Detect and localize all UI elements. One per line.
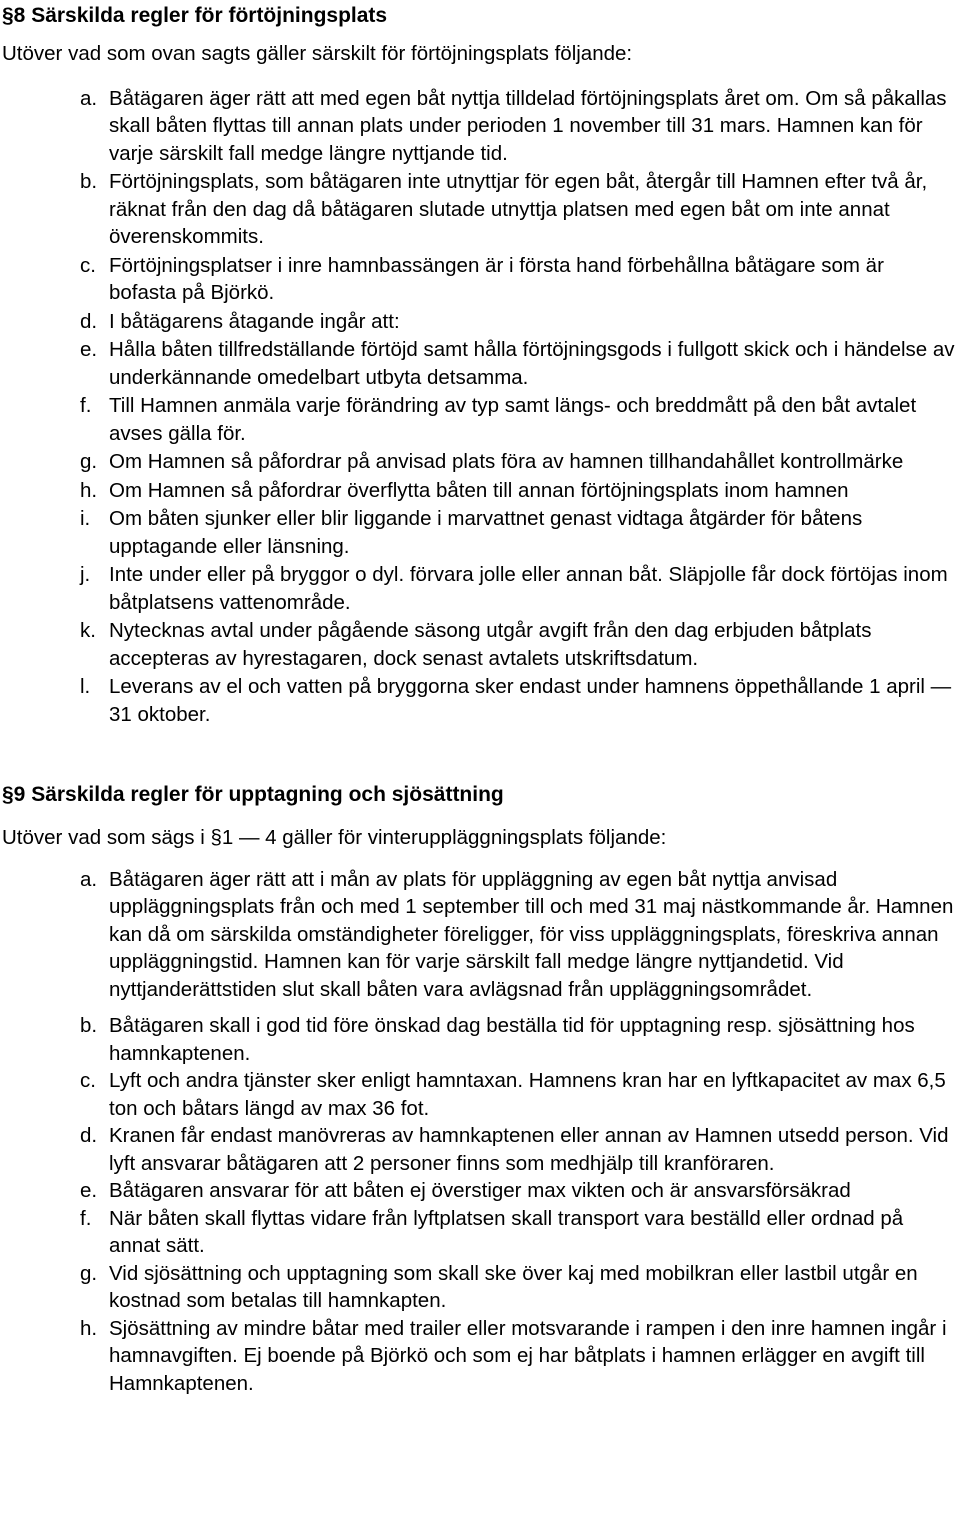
item-text: Kranen får endast manövreras av hamnkaptenen eller annan av Hamnen utsedd person. Vid lyft ansvarar båtägaren att 2 personer finns som medhjälp till kranföraren.	[109, 1124, 949, 1175]
item-text: När båten skall flyttas vidare från lyftplatsen skall transport vara beställd eller ordnad på annat sätt.	[109, 1206, 904, 1257]
item-marker: g.	[80, 1261, 98, 1285]
item-marker: e.	[80, 338, 98, 361]
item-marker: j.	[80, 563, 91, 586]
list-item	[2, 336, 960, 391]
item-marker: f.	[80, 394, 92, 417]
list-item	[2, 308, 960, 336]
item-text: Förtöjningsplatser i inre hamnbassängen är i första hand förbehållna båtägare som är bofasta på Björkö.	[109, 253, 884, 304]
item-text: Båtägaren ansvarar för att båten ej överstiger max vikten och är ansvarsförsäkrad	[109, 1179, 851, 1202]
item-text: Leverans av el och vatten på bryggorna sker endast under hamnens öppethållande 1 april — 31 oktober.	[109, 675, 952, 726]
item-marker: k.	[80, 619, 96, 642]
item-marker: l.	[80, 675, 91, 698]
section-8-intro: Utöver vad som ovan sagts gäller särskilt för förtöjningsplats följande:	[2, 42, 633, 65]
item-text: Om Hamnen så påfordrar på anvisad plats föra av hamnen tillhandahållet kontrollmärke	[109, 450, 904, 473]
item-text: Till Hamnen anmäla varje förändring av typ samt längs- och breddmått på den båt avtalet avses gälla för.	[109, 394, 917, 445]
item-text: I båtägarens åtagande ingår att:	[109, 309, 400, 333]
item-text: Om båten sjunker eller blir liggande i marvattnet genast vidtaga åtgärder för båtens upptagande eller länsning.	[109, 507, 863, 558]
list-item	[2, 1315, 960, 1398]
item-marker: a.	[80, 867, 98, 891]
list-item	[2, 617, 960, 672]
section-9-list	[2, 866, 960, 1398]
list-item	[2, 505, 960, 560]
item-marker: b.	[80, 1014, 98, 1037]
item-marker: i.	[80, 507, 91, 530]
item-marker: e.	[80, 1179, 98, 1202]
item-marker: d.	[80, 309, 98, 333]
list-item	[2, 561, 960, 616]
list-item	[2, 1012, 960, 1067]
item-marker: c.	[80, 1069, 96, 1092]
list-item	[2, 168, 960, 251]
section-9-heading: §9 Särskilda regler för upptagning och sjösättning	[2, 783, 504, 806]
list-item	[2, 392, 960, 447]
item-text: Båtägaren äger rätt att med egen båt nyttja tilldelad förtöjningsplats året om. Om så påkallas skall båten flyttas till annan plats under perioden 1 november till 31 mars. Hamnen kan för varje särskilt fall medge längre nyttjande tid.	[109, 86, 947, 165]
item-text: Båtägaren äger rätt att i mån av plats för uppläggning av egen båt nyttja anvisad uppläggningsplats från och med 1 september till och med 31 maj nästkommande år. Hamnen kan då om särskilda omständigheter föreligger, för viss uppläggningsplats, föreskriva annan uppläggningstid. Hamnen kan för varje särskilt fall medge längre nyttjandetid. Vid nyttjanderättstiden slut skall båten vara avlägsnad från uppläggningsområdet.	[109, 867, 954, 1001]
item-marker: f.	[80, 1206, 92, 1230]
item-marker: d.	[80, 1124, 98, 1147]
item-marker: g.	[80, 450, 98, 473]
list-item	[2, 866, 960, 1004]
section-9-intro: Utöver vad som sägs i §1 — 4 gäller för vinteruppläggningsplats följande:	[2, 826, 667, 849]
list-item	[2, 85, 960, 168]
section-8-heading: §8 Särskilda regler för förtöjningsplats	[2, 4, 388, 27]
item-marker: h.	[80, 1316, 98, 1340]
list-item	[2, 252, 960, 307]
item-text: Sjösättning av mindre båtar med trailer eller motsvarande i rampen i den inre hamnen ingår i hamnavgiften. Ej boende på Björkö och som ej har båtplats i hamnen erlägger en avgift till Hamnkaptenen.	[109, 1316, 947, 1395]
item-marker: h.	[80, 478, 98, 502]
item-text: Båtägaren skall i god tid före önskad dag beställa tid för upptagning resp. sjösättning hos hamnkaptenen.	[109, 1014, 915, 1065]
list-item	[2, 1122, 960, 1177]
item-text: Vid sjösättning och upptagning som skall ske över kaj med mobilkran eller lastbil utgår en kostnad som betalas till hamnkapten.	[109, 1261, 918, 1312]
list-item	[2, 1177, 960, 1205]
list-item	[2, 673, 960, 728]
list-item	[2, 1260, 960, 1315]
item-text: Om Hamnen så påfordrar överflytta båten till annan förtöjningsplats inom hamnen	[109, 478, 849, 502]
item-text: Inte under eller på bryggor o dyl. förvara jolle eller annan båt. Släpjolle får dock förtöjas inom båtplatsens vattenområde.	[109, 563, 948, 614]
item-text: Lyft och andra tjänster sker enligt hamntaxan. Hamnens kran har en lyftkapacitet av max 6,5 ton och båtars längd av max 36 fot.	[109, 1069, 946, 1120]
list-item	[2, 477, 960, 505]
list-item	[2, 448, 960, 476]
item-text: Förtöjningsplats, som båtägaren inte utnyttjar för egen båt, återgår till Hamnen efter två år, räknat från den dag då båtägaren slutade utnyttja platsen med egen båt om inte annat överenskommits.	[109, 170, 928, 248]
item-marker: a.	[80, 86, 98, 110]
item-text: Nytecknas avtal under pågående säsong utgår avgift från den dag erbjuden båtplats accepteras av hyrestagaren, dock senast avtalets utskriftsdatum.	[109, 619, 872, 670]
section-8-list	[2, 85, 960, 729]
item-marker: c.	[80, 253, 96, 277]
list-item	[2, 1205, 960, 1260]
item-text: Hålla båten tillfredställande förtöjd samt hålla förtöjningsgods i fullgott skick och i händelse av underkännande omedelbart utbyta detsamma.	[109, 338, 955, 389]
list-item	[2, 1067, 960, 1122]
item-marker: b.	[80, 170, 98, 193]
